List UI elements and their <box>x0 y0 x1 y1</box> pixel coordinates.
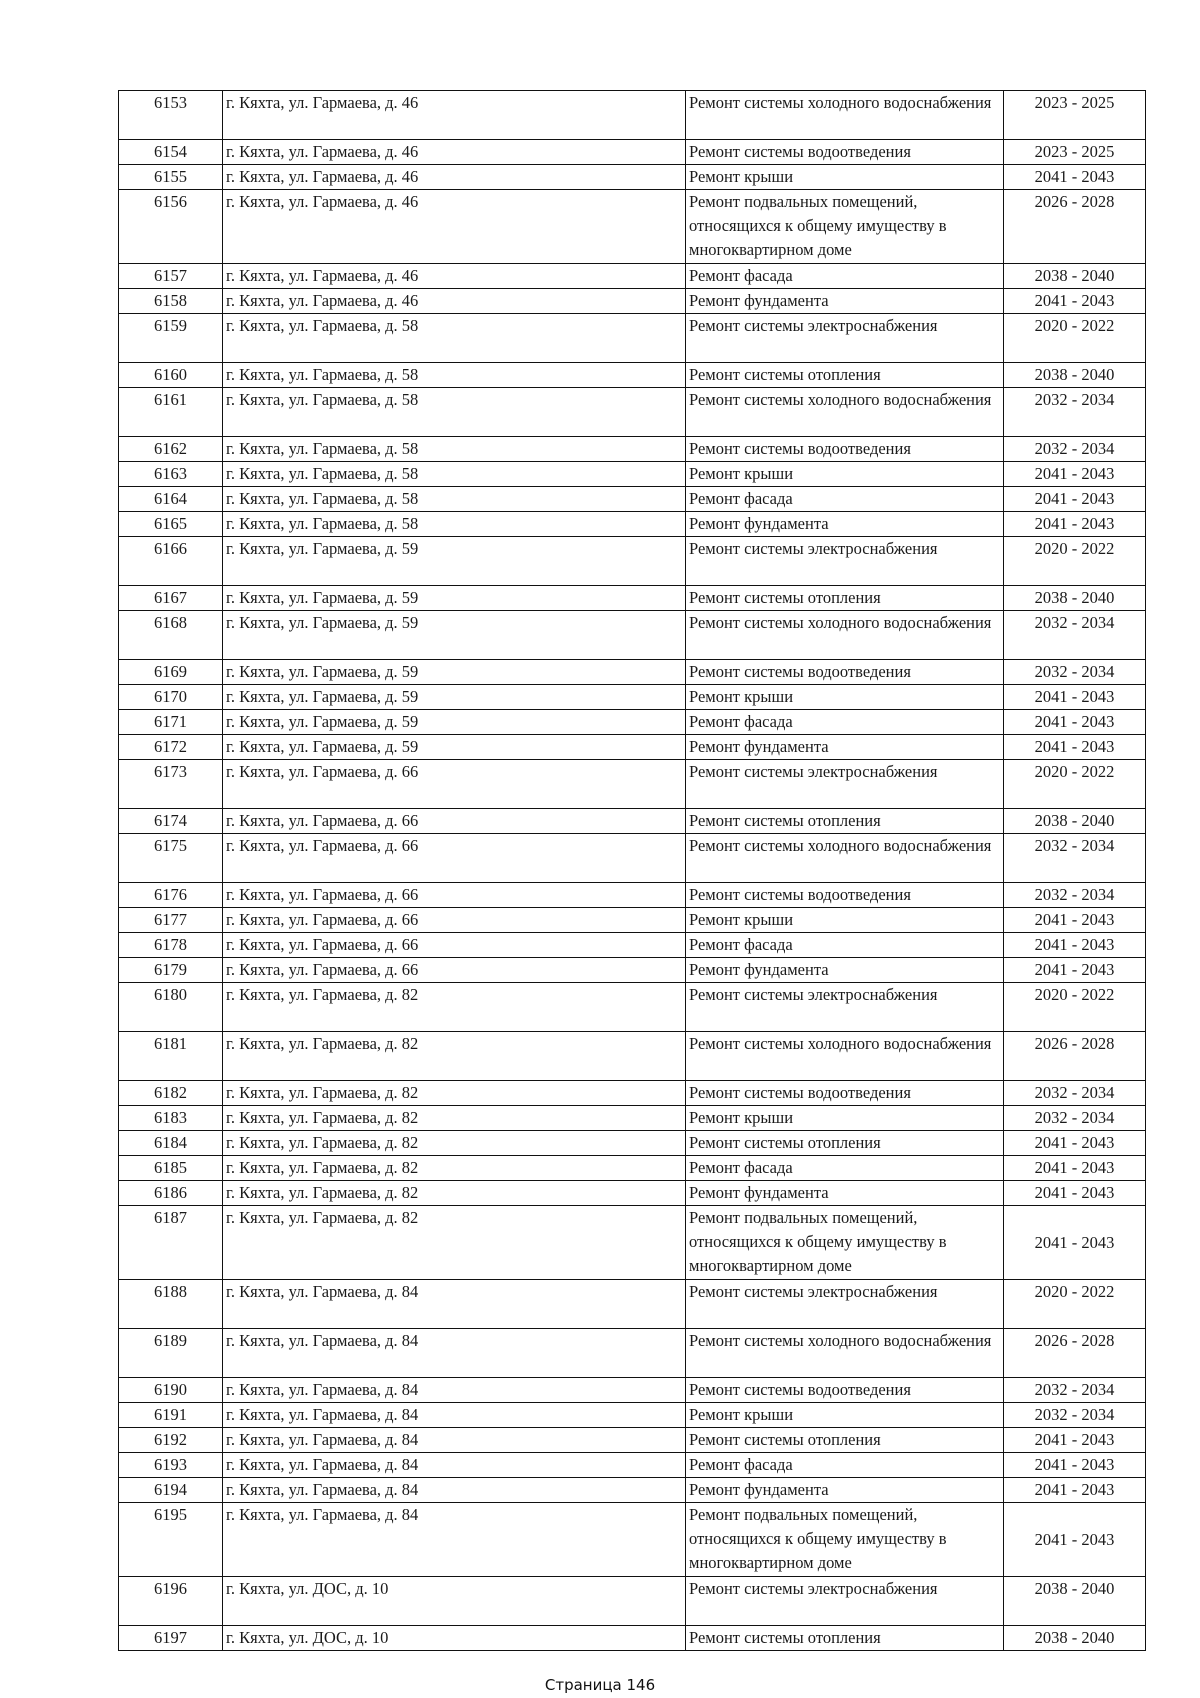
row-number-cell: 6169 <box>119 660 223 685</box>
row-number-cell: 6162 <box>119 437 223 462</box>
period-cell: 2041 - 2043 <box>1004 933 1146 958</box>
work-type-cell: Ремонт крыши <box>686 165 1004 190</box>
period-cell: 2041 - 2043 <box>1004 1131 1146 1156</box>
period-cell: 2041 - 2043 <box>1004 958 1146 983</box>
table-row <box>119 314 1146 363</box>
period-cell: 2026 - 2028 <box>1004 1032 1146 1081</box>
address-cell: г. Кяхта, ул. Гармаева, д. 59 <box>223 710 686 735</box>
address-cell: г. Кяхта, ул. Гармаева, д. 66 <box>223 809 686 834</box>
address-cell: г. Кяхта, ул. Гармаева, д. 82 <box>223 983 686 1032</box>
period-cell: 2032 - 2034 <box>1004 611 1146 660</box>
work-type-cell: Ремонт фасада <box>686 1156 1004 1181</box>
work-type-cell: Ремонт системы холодного водоснабжения <box>686 834 1004 883</box>
row-number-cell: 6192 <box>119 1428 223 1453</box>
address-cell: г. Кяхта, ул. Гармаева, д. 58 <box>223 512 686 537</box>
table-row <box>119 660 1146 685</box>
work-type-cell: Ремонт крыши <box>686 1403 1004 1428</box>
table-row <box>119 1280 1146 1329</box>
period-cell: 2041 - 2043 <box>1004 289 1146 314</box>
table-row <box>119 140 1146 165</box>
work-type-cell: Ремонт системы водоотведения <box>686 437 1004 462</box>
table-row <box>119 487 1146 512</box>
table-row <box>119 834 1146 883</box>
address-cell: г. Кяхта, ул. Гармаева, д. 82 <box>223 1106 686 1131</box>
address-cell: г. Кяхта, ул. Гармаева, д. 84 <box>223 1478 686 1503</box>
period-cell: 2041 - 2043 <box>1004 487 1146 512</box>
period-cell: 2041 - 2043 <box>1004 1206 1146 1280</box>
table-row <box>119 611 1146 660</box>
period-cell: 2026 - 2028 <box>1004 190 1146 264</box>
table-row <box>119 1626 1146 1651</box>
address-cell: г. Кяхта, ул. Гармаева, д. 84 <box>223 1428 686 1453</box>
work-type-cell: Ремонт фасада <box>686 1453 1004 1478</box>
address-cell: г. Кяхта, ул. Гармаева, д. 84 <box>223 1503 686 1577</box>
table-row <box>119 190 1146 264</box>
row-number-cell: 6174 <box>119 809 223 834</box>
period-cell: 2032 - 2034 <box>1004 883 1146 908</box>
table-row <box>119 1329 1146 1378</box>
row-number-cell: 6181 <box>119 1032 223 1081</box>
period-cell: 2026 - 2028 <box>1004 1329 1146 1378</box>
period-cell: 2041 - 2043 <box>1004 685 1146 710</box>
row-number-cell: 6158 <box>119 289 223 314</box>
row-number-cell: 6154 <box>119 140 223 165</box>
address-cell: г. Кяхта, ул. Гармаева, д. 82 <box>223 1181 686 1206</box>
table-body <box>119 91 1146 1651</box>
table-row <box>119 437 1146 462</box>
table-row <box>119 1478 1146 1503</box>
work-type-cell: Ремонт фундамента <box>686 735 1004 760</box>
table-row <box>119 1181 1146 1206</box>
row-number-cell: 6188 <box>119 1280 223 1329</box>
period-cell: 2032 - 2034 <box>1004 1106 1146 1131</box>
work-type-cell: Ремонт подвальных помещений, относящихся к общему имуществу в многоквартирном доме <box>686 1206 1004 1280</box>
table-row <box>119 586 1146 611</box>
period-cell: 2032 - 2034 <box>1004 1081 1146 1106</box>
address-cell: г. Кяхта, ул. Гармаева, д. 58 <box>223 388 686 437</box>
address-cell: г. Кяхта, ул. Гармаева, д. 84 <box>223 1453 686 1478</box>
address-cell: г. Кяхта, ул. Гармаева, д. 82 <box>223 1156 686 1181</box>
table-row <box>119 1378 1146 1403</box>
period-cell: 2023 - 2025 <box>1004 91 1146 140</box>
table-row <box>119 1503 1146 1577</box>
table-row <box>119 760 1146 809</box>
row-number-cell: 6165 <box>119 512 223 537</box>
period-cell: 2041 - 2043 <box>1004 1181 1146 1206</box>
row-number-cell: 6176 <box>119 883 223 908</box>
row-number-cell: 6161 <box>119 388 223 437</box>
work-type-cell: Ремонт системы отопления <box>686 1131 1004 1156</box>
period-cell: 2020 - 2022 <box>1004 983 1146 1032</box>
address-cell: г. Кяхта, ул. Гармаева, д. 84 <box>223 1403 686 1428</box>
address-cell: г. Кяхта, ул. Гармаева, д. 82 <box>223 1131 686 1156</box>
address-cell: г. Кяхта, ул. Гармаева, д. 66 <box>223 834 686 883</box>
period-cell: 2038 - 2040 <box>1004 586 1146 611</box>
period-cell: 2038 - 2040 <box>1004 363 1146 388</box>
work-type-cell: Ремонт фундамента <box>686 1478 1004 1503</box>
work-type-cell: Ремонт подвальных помещений, относящихся к общему имуществу в многоквартирном доме <box>686 1503 1004 1577</box>
address-cell: г. Кяхта, ул. Гармаева, д. 58 <box>223 437 686 462</box>
table-row <box>119 1032 1146 1081</box>
row-number-cell: 6182 <box>119 1081 223 1106</box>
table-row <box>119 1453 1146 1478</box>
address-cell: г. Кяхта, ул. Гармаева, д. 66 <box>223 933 686 958</box>
row-number-cell: 6193 <box>119 1453 223 1478</box>
table-row <box>119 710 1146 735</box>
table-row <box>119 363 1146 388</box>
address-cell: г. Кяхта, ул. Гармаева, д. 58 <box>223 314 686 363</box>
row-number-cell: 6184 <box>119 1131 223 1156</box>
work-type-cell: Ремонт системы водоотведения <box>686 883 1004 908</box>
address-cell: г. Кяхта, ул. Гармаева, д. 66 <box>223 958 686 983</box>
period-cell: 2020 - 2022 <box>1004 1280 1146 1329</box>
work-type-cell: Ремонт подвальных помещений, относящихся к общему имуществу в многоквартирном доме <box>686 190 1004 264</box>
row-number-cell: 6173 <box>119 760 223 809</box>
table-row <box>119 462 1146 487</box>
period-cell: 2041 - 2043 <box>1004 1478 1146 1503</box>
table-row <box>119 264 1146 289</box>
page-number: Страница 146 <box>544 1676 656 1694</box>
work-type-cell: Ремонт фундамента <box>686 512 1004 537</box>
work-type-cell: Ремонт системы отопления <box>686 809 1004 834</box>
address-cell: г. Кяхта, ул. Гармаева, д. 59 <box>223 685 686 710</box>
table-row <box>119 289 1146 314</box>
table-row <box>119 91 1146 140</box>
table-row <box>119 1428 1146 1453</box>
work-type-cell: Ремонт системы отопления <box>686 586 1004 611</box>
address-cell: г. Кяхта, ул. Гармаева, д. 46 <box>223 289 686 314</box>
table-row <box>119 735 1146 760</box>
table-row <box>119 165 1146 190</box>
address-cell: г. Кяхта, ул. Гармаева, д. 82 <box>223 1081 686 1106</box>
address-cell: г. Кяхта, ул. Гармаева, д. 59 <box>223 660 686 685</box>
work-type-cell: Ремонт фундамента <box>686 289 1004 314</box>
work-type-cell: Ремонт системы электроснабжения <box>686 537 1004 586</box>
row-number-cell: 6167 <box>119 586 223 611</box>
row-number-cell: 6190 <box>119 1378 223 1403</box>
work-type-cell: Ремонт системы электроснабжения <box>686 760 1004 809</box>
work-type-cell: Ремонт системы водоотведения <box>686 140 1004 165</box>
period-cell: 2041 - 2043 <box>1004 908 1146 933</box>
work-type-cell: Ремонт фундамента <box>686 958 1004 983</box>
table-row <box>119 1131 1146 1156</box>
period-cell: 2038 - 2040 <box>1004 1577 1146 1626</box>
table-row <box>119 537 1146 586</box>
row-number-cell: 6187 <box>119 1206 223 1280</box>
address-cell: г. Кяхта, ул. Гармаева, д. 82 <box>223 1206 686 1280</box>
table-row <box>119 1206 1146 1280</box>
work-type-cell: Ремонт системы холодного водоснабжения <box>686 1329 1004 1378</box>
address-cell: г. Кяхта, ул. Гармаева, д. 84 <box>223 1280 686 1329</box>
row-number-cell: 6170 <box>119 685 223 710</box>
work-type-cell: Ремонт системы электроснабжения <box>686 983 1004 1032</box>
row-number-cell: 6186 <box>119 1181 223 1206</box>
row-number-cell: 6157 <box>119 264 223 289</box>
address-cell: г. Кяхта, ул. Гармаева, д. 59 <box>223 586 686 611</box>
table-row <box>119 512 1146 537</box>
table-row <box>119 388 1146 437</box>
work-type-cell: Ремонт системы электроснабжения <box>686 314 1004 363</box>
row-number-cell: 6163 <box>119 462 223 487</box>
period-cell: 2038 - 2040 <box>1004 809 1146 834</box>
period-cell: 2041 - 2043 <box>1004 710 1146 735</box>
period-cell: 2041 - 2043 <box>1004 735 1146 760</box>
work-type-cell: Ремонт фундамента <box>686 1181 1004 1206</box>
address-cell: г. Кяхта, ул. Гармаева, д. 84 <box>223 1378 686 1403</box>
row-number-cell: 6179 <box>119 958 223 983</box>
work-type-cell: Ремонт системы водоотведения <box>686 1081 1004 1106</box>
table-row <box>119 1156 1146 1181</box>
work-type-cell: Ремонт фасада <box>686 487 1004 512</box>
work-type-cell: Ремонт системы холодного водоснабжения <box>686 91 1004 140</box>
row-number-cell: 6191 <box>119 1403 223 1428</box>
row-number-cell: 6168 <box>119 611 223 660</box>
row-number-cell: 6171 <box>119 710 223 735</box>
table-row <box>119 883 1146 908</box>
period-cell: 2038 - 2040 <box>1004 1626 1146 1651</box>
address-cell: г. Кяхта, ул. Гармаева, д. 46 <box>223 264 686 289</box>
table-row <box>119 958 1146 983</box>
row-number-cell: 6164 <box>119 487 223 512</box>
period-cell: 2041 - 2043 <box>1004 165 1146 190</box>
table-row <box>119 933 1146 958</box>
work-type-cell: Ремонт фасада <box>686 264 1004 289</box>
work-type-cell: Ремонт системы холодного водоснабжения <box>686 1032 1004 1081</box>
address-cell: г. Кяхта, ул. Гармаева, д. 66 <box>223 908 686 933</box>
period-cell: 2020 - 2022 <box>1004 760 1146 809</box>
work-type-cell: Ремонт системы холодного водоснабжения <box>686 611 1004 660</box>
address-cell: г. Кяхта, ул. Гармаева, д. 84 <box>223 1329 686 1378</box>
address-cell: г. Кяхта, ул. Гармаева, д. 46 <box>223 140 686 165</box>
period-cell: 2041 - 2043 <box>1004 512 1146 537</box>
row-number-cell: 6156 <box>119 190 223 264</box>
row-number-cell: 6177 <box>119 908 223 933</box>
table-row <box>119 1081 1146 1106</box>
work-type-cell: Ремонт крыши <box>686 1106 1004 1131</box>
row-number-cell: 6160 <box>119 363 223 388</box>
period-cell: 2041 - 2043 <box>1004 1156 1146 1181</box>
address-cell: г. Кяхта, ул. Гармаева, д. 46 <box>223 190 686 264</box>
table-row <box>119 1106 1146 1131</box>
row-number-cell: 6196 <box>119 1577 223 1626</box>
period-cell: 2020 - 2022 <box>1004 537 1146 586</box>
period-cell: 2032 - 2034 <box>1004 660 1146 685</box>
table-row <box>119 1403 1146 1428</box>
work-type-cell: Ремонт системы отопления <box>686 1428 1004 1453</box>
work-type-cell: Ремонт системы водоотведения <box>686 660 1004 685</box>
work-type-cell: Ремонт фасада <box>686 710 1004 735</box>
row-number-cell: 6155 <box>119 165 223 190</box>
period-cell: 2032 - 2034 <box>1004 388 1146 437</box>
row-number-cell: 6159 <box>119 314 223 363</box>
address-cell: г. Кяхта, ул. Гармаева, д. 46 <box>223 91 686 140</box>
address-cell: г. Кяхта, ул. Гармаева, д. 46 <box>223 165 686 190</box>
row-number-cell: 6183 <box>119 1106 223 1131</box>
period-cell: 2032 - 2034 <box>1004 1403 1146 1428</box>
row-number-cell: 6197 <box>119 1626 223 1651</box>
address-cell: г. Кяхта, ул. ДОС, д. 10 <box>223 1626 686 1651</box>
table-row <box>119 809 1146 834</box>
period-cell: 2032 - 2034 <box>1004 834 1146 883</box>
repair-schedule-table <box>118 90 1146 1651</box>
work-type-cell: Ремонт крыши <box>686 908 1004 933</box>
work-type-cell: Ремонт системы электроснабжения <box>686 1577 1004 1626</box>
address-cell: г. Кяхта, ул. ДОС, д. 10 <box>223 1577 686 1626</box>
work-type-cell: Ремонт крыши <box>686 462 1004 487</box>
period-cell: 2041 - 2043 <box>1004 462 1146 487</box>
work-type-cell: Ремонт системы отопления <box>686 363 1004 388</box>
table-row <box>119 1577 1146 1626</box>
row-number-cell: 6172 <box>119 735 223 760</box>
row-number-cell: 6195 <box>119 1503 223 1577</box>
work-type-cell: Ремонт фасада <box>686 933 1004 958</box>
address-cell: г. Кяхта, ул. Гармаева, д. 59 <box>223 611 686 660</box>
address-cell: г. Кяхта, ул. Гармаева, д. 59 <box>223 735 686 760</box>
address-cell: г. Кяхта, ул. Гармаева, д. 59 <box>223 537 686 586</box>
address-cell: г. Кяхта, ул. Гармаева, д. 66 <box>223 883 686 908</box>
period-cell: 2041 - 2043 <box>1004 1428 1146 1453</box>
table-row <box>119 685 1146 710</box>
row-number-cell: 6194 <box>119 1478 223 1503</box>
period-cell: 2041 - 2043 <box>1004 1503 1146 1577</box>
work-type-cell: Ремонт системы холодного водоснабжения <box>686 388 1004 437</box>
table-row <box>119 983 1146 1032</box>
address-cell: г. Кяхта, ул. Гармаева, д. 58 <box>223 462 686 487</box>
address-cell: г. Кяхта, ул. Гармаева, д. 82 <box>223 1032 686 1081</box>
work-type-cell: Ремонт системы водоотведения <box>686 1378 1004 1403</box>
address-cell: г. Кяхта, ул. Гармаева, д. 58 <box>223 487 686 512</box>
period-cell: 2032 - 2034 <box>1004 1378 1146 1403</box>
work-type-cell: Ремонт системы электроснабжения <box>686 1280 1004 1329</box>
address-cell: г. Кяхта, ул. Гармаева, д. 58 <box>223 363 686 388</box>
period-cell: 2023 - 2025 <box>1004 140 1146 165</box>
work-type-cell: Ремонт системы отопления <box>686 1626 1004 1651</box>
period-cell: 2020 - 2022 <box>1004 314 1146 363</box>
table-row <box>119 908 1146 933</box>
row-number-cell: 6180 <box>119 983 223 1032</box>
row-number-cell: 6178 <box>119 933 223 958</box>
work-type-cell: Ремонт крыши <box>686 685 1004 710</box>
row-number-cell: 6189 <box>119 1329 223 1378</box>
row-number-cell: 6153 <box>119 91 223 140</box>
row-number-cell: 6175 <box>119 834 223 883</box>
period-cell: 2032 - 2034 <box>1004 437 1146 462</box>
period-cell: 2038 - 2040 <box>1004 264 1146 289</box>
address-cell: г. Кяхта, ул. Гармаева, д. 66 <box>223 760 686 809</box>
row-number-cell: 6185 <box>119 1156 223 1181</box>
row-number-cell: 6166 <box>119 537 223 586</box>
period-cell: 2041 - 2043 <box>1004 1453 1146 1478</box>
